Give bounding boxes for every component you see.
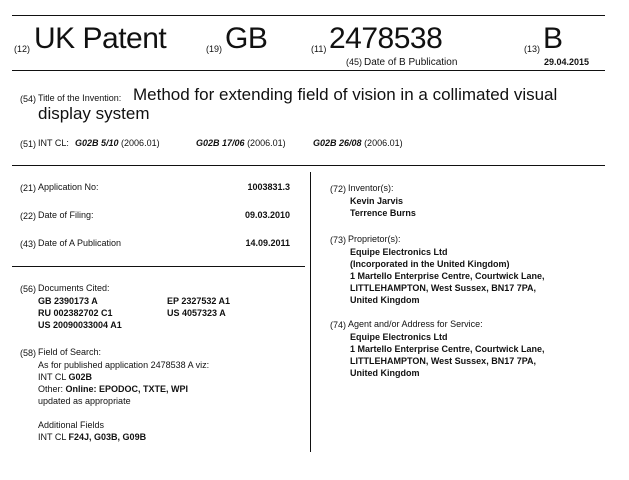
proprietor-line-2: (Incorporated in the United Kingdom) [350, 259, 510, 269]
left-mid-rule [12, 266, 305, 267]
code-54: (54) [20, 94, 37, 104]
search-line-1: As for published application 2478538 A viz: [38, 360, 210, 370]
code-73: (73) [330, 235, 347, 245]
class-code-1: G02B 5/10 [75, 138, 119, 148]
class-year-3: (2006.01) [364, 138, 403, 148]
search-other-prefix: Other: [38, 384, 64, 394]
filing-label: Date of Filing: [38, 210, 94, 220]
a-pub-value: 14.09.2011 [245, 238, 290, 248]
proprietor-label: Proprietor(s): [348, 234, 401, 244]
title-label: Title of the Invention: [38, 93, 122, 103]
search-other-value: Online: EPODOC, TXTE, WPI [65, 384, 189, 394]
pub-date: 29.04.2015 [544, 57, 590, 67]
proprietor-line-4: LITTLEHAMPTON, West Sussex, BN17 7PA, [350, 283, 537, 293]
column-divider [310, 172, 311, 452]
body-top-rule [12, 165, 605, 166]
proprietor-line-5: United Kingdom [350, 295, 420, 305]
code-43: (43) [20, 239, 37, 249]
a-pub-label: Date of A Publication [38, 238, 122, 248]
code-74: (74) [330, 320, 347, 330]
search-int-cl-value: G02B [68, 372, 93, 382]
pub-date-label: Date of B Publication [364, 57, 458, 68]
title-line-1: Method for extending field of vision in a collimated visual [133, 85, 558, 104]
classification-3 [313, 138, 403, 148]
code-58: (58) [20, 348, 37, 358]
classification-1 [75, 138, 160, 148]
doc-cited-left-3: US 20090033004 A1 [38, 320, 122, 330]
doc-cited-right-1: EP 2327532 A1 [167, 296, 231, 306]
code-11: (11) [311, 44, 327, 54]
doc-cited-left-1: GB 2390173 A [38, 296, 98, 306]
country-code: GB [225, 22, 268, 55]
header-rule [12, 70, 605, 71]
additional-int-cl-value: F24J, G03B, G09B [68, 432, 147, 442]
patent-kind-text: UK Patent [34, 22, 167, 55]
agent-line-3: LITTLEHAMPTON, West Sussex, BN17 7PA, [350, 356, 537, 366]
top-rule [12, 15, 605, 16]
search-int-cl [38, 371, 92, 383]
classification-2 [196, 138, 286, 148]
proprietor-line-3: 1 Martello Enterprise Centre, Courtwick Lane, [350, 271, 545, 281]
code-21: (21) [20, 183, 37, 193]
additional-int-cl [38, 431, 146, 443]
title-line-2: display system [38, 104, 150, 123]
code-51: (51) [20, 139, 37, 149]
patent-number: 2478538 [329, 22, 443, 55]
field-of-search-label: Field of Search: [38, 347, 102, 357]
search-other [38, 383, 188, 395]
class-code-2: G02B 17/06 [196, 138, 245, 148]
proprietor-line-1: Equipe Electronics Ltd [350, 247, 448, 257]
additional-fields-label: Additional Fields [38, 420, 105, 430]
doc-cited-left-2: RU 002382702 C1 [38, 308, 113, 318]
kind-code: B [543, 22, 563, 55]
agent-line-2: 1 Martello Enterprise Centre, Courtwick Lane, [350, 344, 545, 354]
int-cl-label: INT CL: [38, 138, 69, 148]
agent-label: Agent and/or Address for Service: [348, 319, 483, 329]
search-updated: updated as appropriate [38, 396, 131, 406]
code-19: (19) [206, 44, 223, 54]
code-56: (56) [20, 284, 37, 294]
search-int-cl-prefix: INT CL [38, 372, 67, 382]
code-22: (22) [20, 211, 37, 221]
filing-value: 09.03.2010 [244, 210, 290, 220]
docs-cited-label: Documents Cited: [38, 283, 110, 293]
code-12: (12) [14, 44, 31, 54]
app-no-value: 1003831.3 [247, 182, 290, 192]
inventor-1: Kevin Jarvis [350, 196, 404, 206]
agent-line-4: United Kingdom [350, 368, 420, 378]
class-code-3: G02B 26/08 [313, 138, 362, 148]
app-no-label: Application No: [38, 182, 99, 192]
code-13: (13) [524, 44, 541, 54]
agent-line-1: Equipe Electronics Ltd [350, 332, 448, 342]
inventor-2: Terrence Burns [350, 208, 416, 218]
code-72: (72) [330, 184, 347, 194]
inventors-label: Inventor(s): [348, 183, 394, 193]
class-year-2: (2006.01) [247, 138, 286, 148]
doc-cited-right-2: US 4057323 A [167, 308, 226, 318]
additional-int-cl-prefix: INT CL [38, 432, 67, 442]
class-year-1: (2006.01) [121, 138, 160, 148]
code-45: (45) [346, 57, 363, 67]
